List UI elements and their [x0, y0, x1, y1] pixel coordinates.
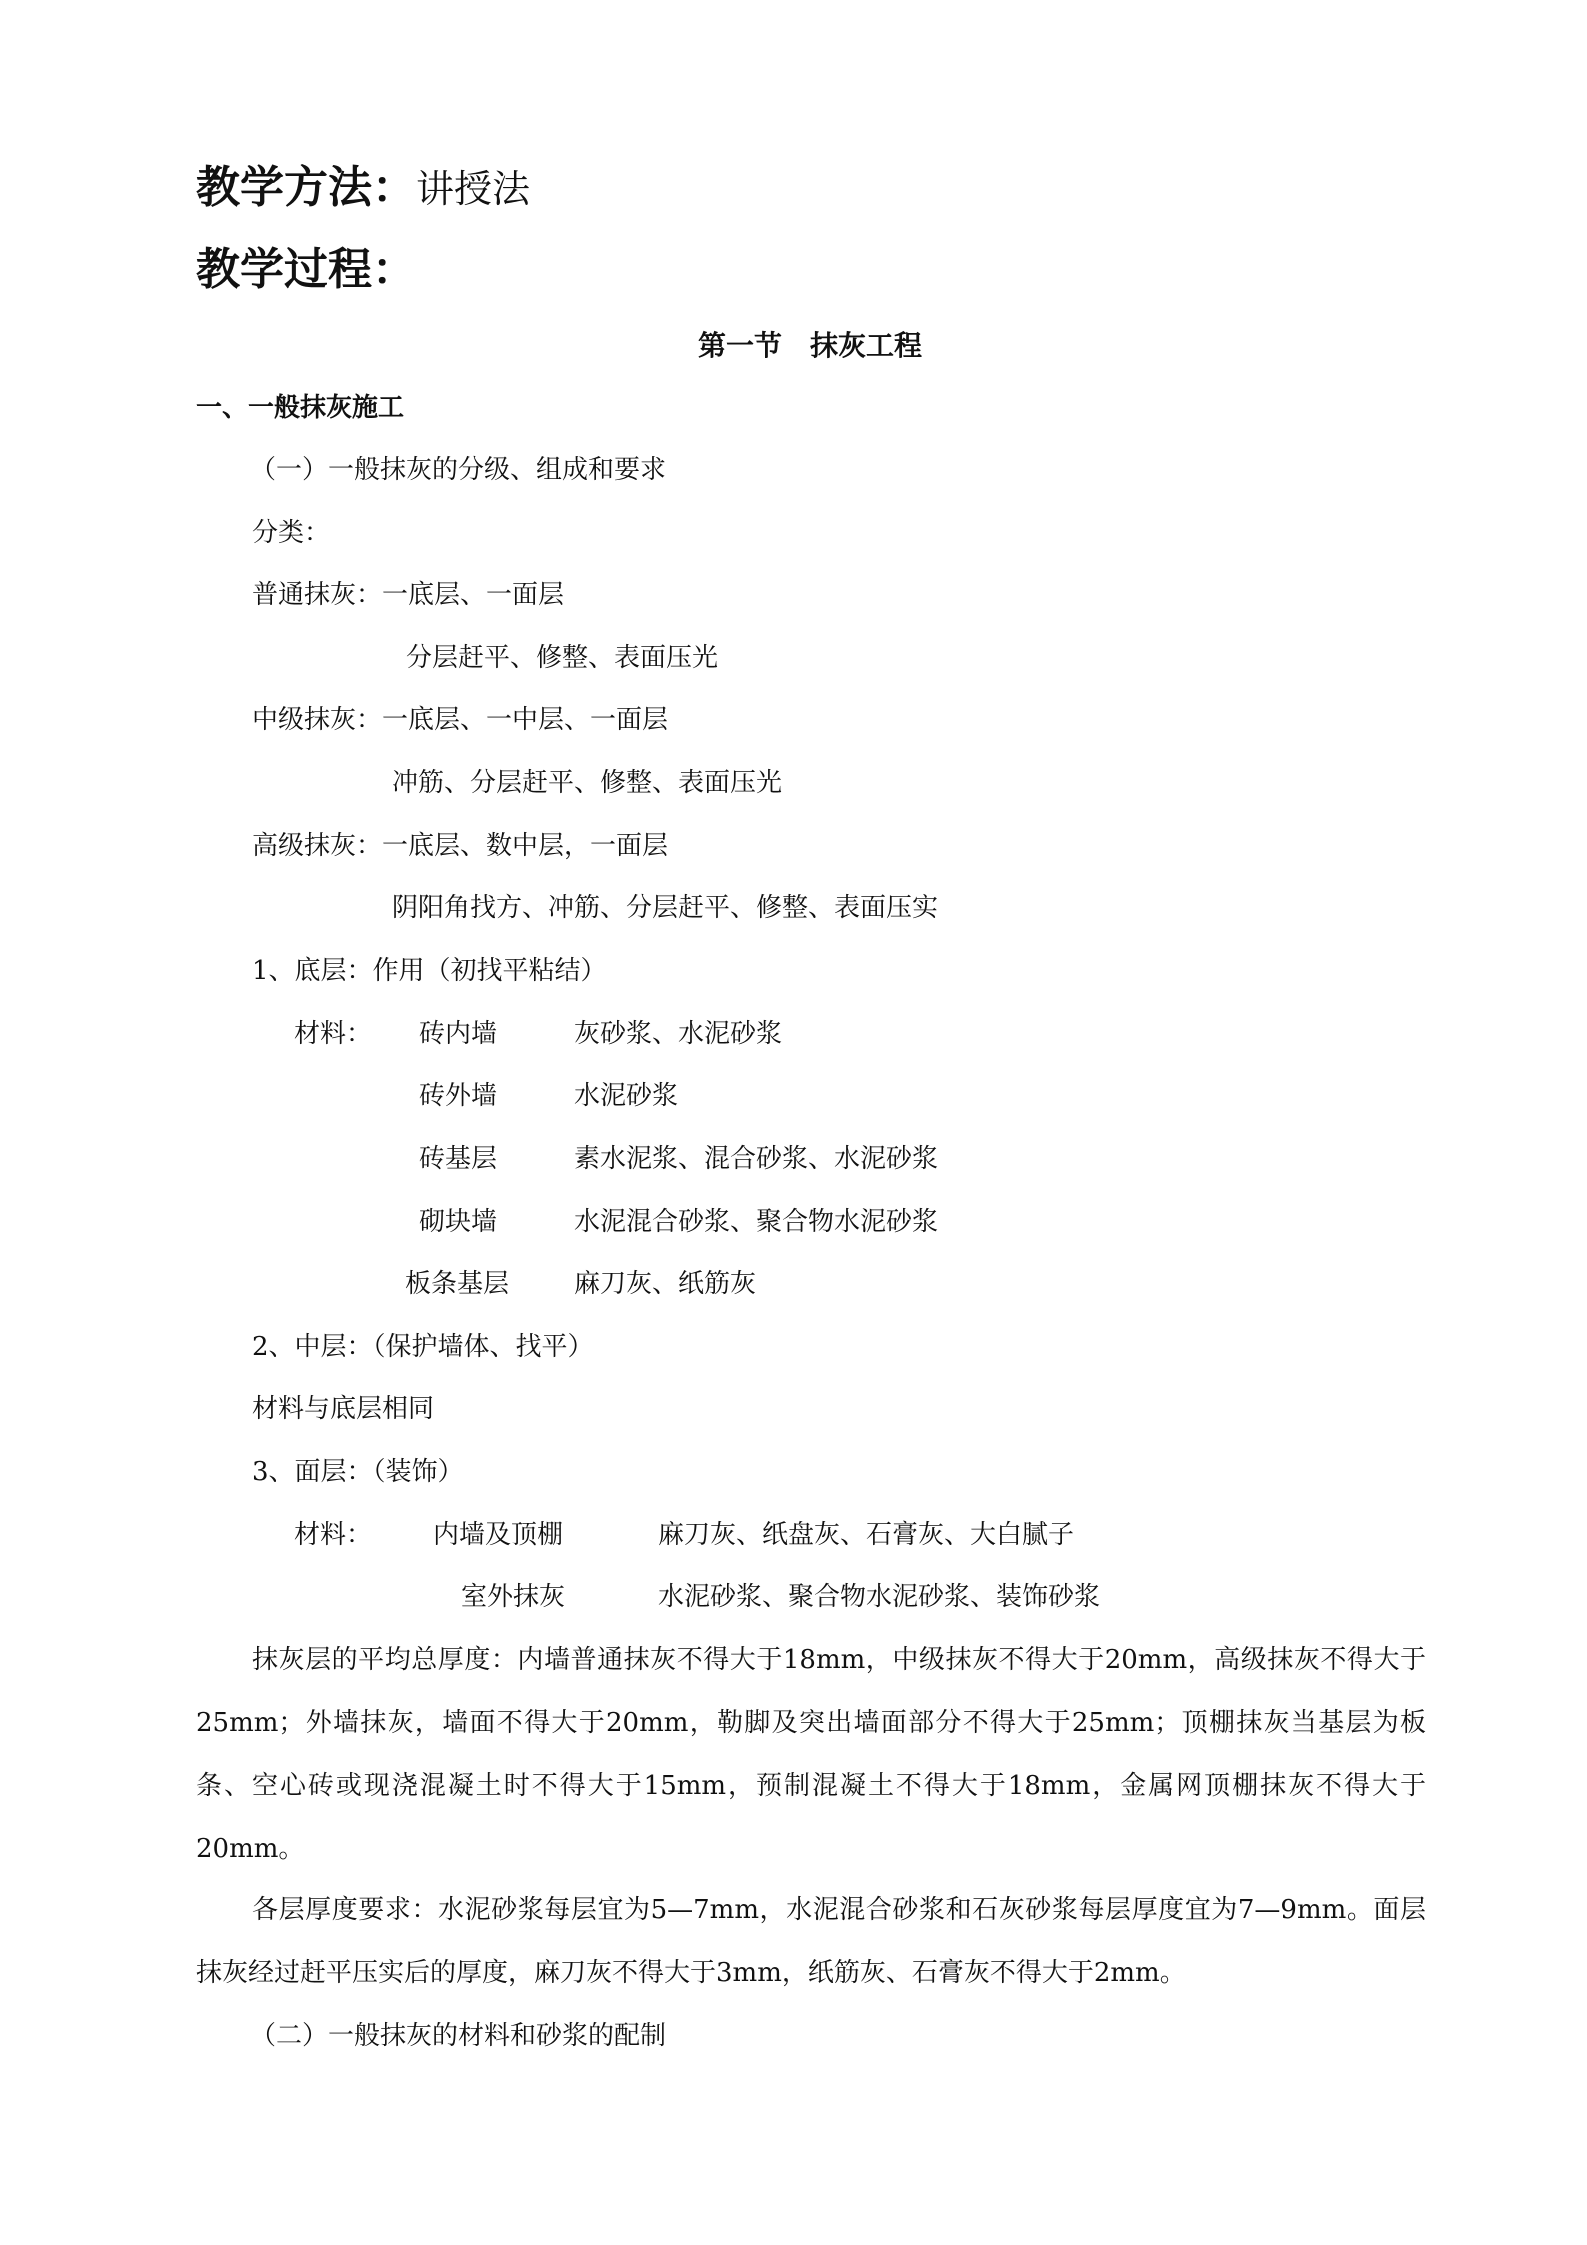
- base-row-substrate: 砖外墙: [419, 1081, 498, 1111]
- paragraph-layer-thickness: 各层厚度要求：水泥砂浆每层宜为5—7mm，水泥混合砂浆和石灰砂浆每层厚度宜为7—9mm。面层抹灰经过赶平压实后的厚度，麻刀灰不得大于3mm，纸筋灰、石膏灰不得大于2mm。: [196, 1895, 1426, 1988]
- grade-advanced-layers: 一底层、数中层，一面层: [382, 831, 669, 861]
- grade-medium: [252, 702, 668, 738]
- grade-medium-layers: 一底层、一中层、一面层: [382, 705, 669, 735]
- grade-ordinary-steps: 分层赶平、修整、表面压光: [406, 643, 719, 673]
- middle-layer-note: 材料与底层相同: [252, 1394, 435, 1424]
- base-row-substrate: 砖基层: [419, 1144, 498, 1174]
- section-name: 抹灰工程: [810, 329, 923, 362]
- classification-label: 分类：: [252, 518, 331, 548]
- grade-advanced: [252, 828, 668, 864]
- heading-general-plastering: 一、一般抹灰施工: [196, 393, 405, 423]
- section-title: [0, 326, 1587, 366]
- finish-layer-title: 3、面层：（装饰）: [252, 1457, 464, 1487]
- teaching-method-label: 教学方法：: [196, 162, 416, 213]
- teaching-method-line: [196, 162, 530, 223]
- grade-advanced-label: 高级抹灰：: [252, 831, 383, 861]
- subheading-grades: （一）一般抹灰的分级、组成和要求: [250, 455, 667, 485]
- grade-medium-label: 中级抹灰：: [252, 705, 383, 735]
- finish-row-substrate: 室外抹灰: [461, 1582, 566, 1612]
- finish-row-material: 水泥砂浆、聚合物水泥砂浆、装饰砂浆: [658, 1582, 1101, 1612]
- base-row-material: 素水泥浆、混合砂浆、水泥砂浆: [574, 1144, 939, 1174]
- base-layer-title: 1、底层：作用（初找平粘结）: [252, 956, 607, 986]
- grade-ordinary-layers: 一底层、一面层: [382, 580, 565, 610]
- grade-medium-steps: 冲筋、分层赶平、修整、表面压光: [392, 768, 783, 798]
- teaching-process-line: [196, 244, 416, 305]
- finish-materials-label: 材料：: [294, 1520, 373, 1550]
- base-row-material: 水泥砂浆: [574, 1081, 679, 1111]
- base-materials-label: 材料：: [294, 1019, 373, 1049]
- teaching-process-label: 教学过程：: [196, 244, 416, 295]
- finish-row-substrate: 内墙及顶棚: [433, 1520, 564, 1550]
- finish-row-material: 麻刀灰、纸盘灰、石膏灰、大白腻子: [658, 1520, 1075, 1550]
- subheading-materials: （二）一般抹灰的材料和砂浆的配制: [250, 2021, 667, 2051]
- paragraph-total-thickness: 抹灰层的平均总厚度：内墙普通抹灰不得大于18mm，中级抹灰不得大于20mm，高级抹灰不得大于25mm；外墙抹灰，墙面不得大于20mm，勒脚及突出墙面部分不得大于25mm；顶棚抹灰当基层为板条、空心砖或现浇混凝土时不得大于15mm，预制混凝土不得大于18mm，金属网顶棚抹灰不得大于20mm。: [196, 1645, 1426, 1864]
- middle-layer-title: 2、中层：（保护墙体、找平）: [252, 1332, 594, 1362]
- grade-advanced-steps: 阴阳角找方、冲筋、分层赶平、修整、表面压实: [392, 893, 939, 923]
- base-row-material: 灰砂浆、水泥砂浆: [574, 1019, 783, 1049]
- grade-ordinary-label: 普通抹灰：: [252, 580, 383, 610]
- base-row-material: 麻刀灰、纸筋灰: [574, 1269, 757, 1299]
- base-row-substrate: 砌块墙: [419, 1207, 498, 1237]
- base-row-substrate: 板条基层: [405, 1269, 510, 1299]
- base-row-material: 水泥混合砂浆、聚合物水泥砂浆: [574, 1207, 939, 1237]
- teaching-method-value: 讲授法: [416, 167, 531, 211]
- base-row-substrate: 砖内墙: [419, 1019, 498, 1049]
- grade-ordinary: [252, 577, 564, 613]
- section-number: 第一节: [697, 329, 782, 362]
